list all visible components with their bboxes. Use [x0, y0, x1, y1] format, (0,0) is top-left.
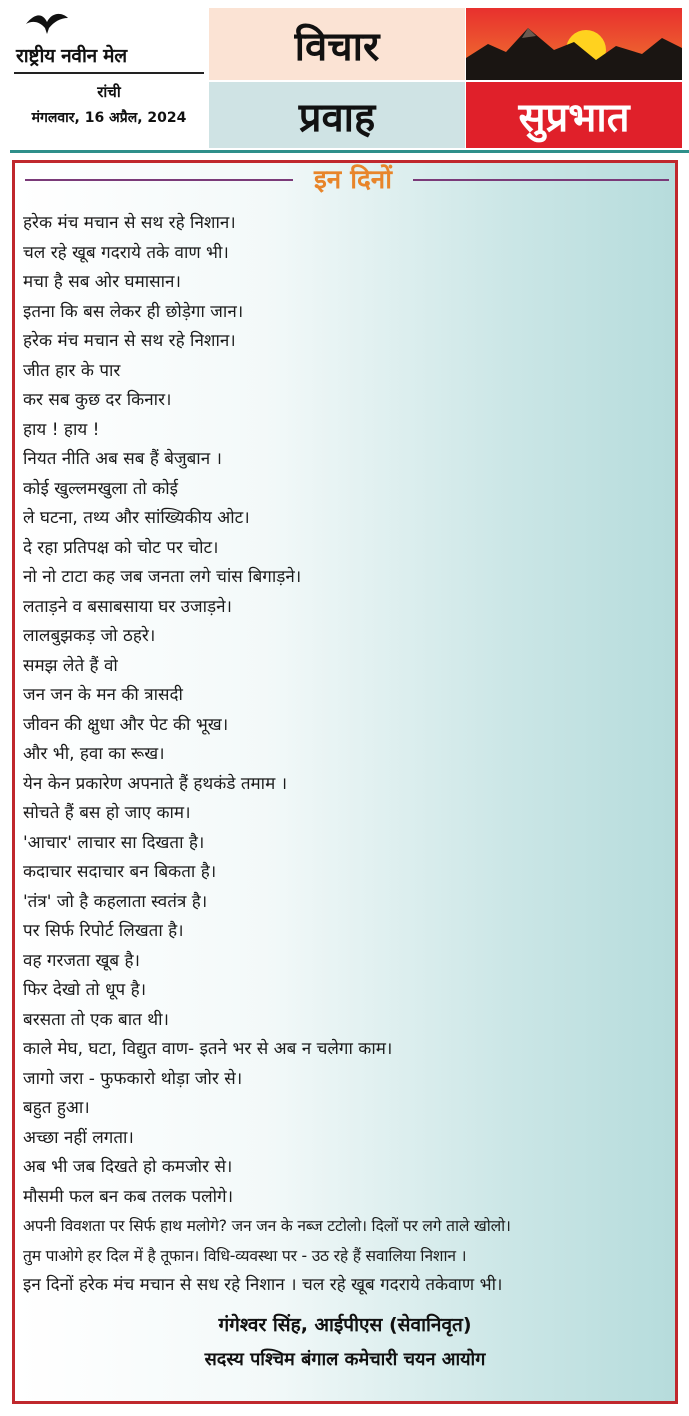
poem-line: अच्छा नहीं लगता। — [23, 1127, 134, 1148]
poem-line: मचा है सब ओर घमासान। — [23, 272, 181, 292]
poem-line: नो नो टाटा कह जब जनता लगे चांस बिगाड़ने। — [23, 567, 302, 587]
masthead — [0, 0, 689, 150]
sunrise-illustration — [466, 8, 682, 80]
poem-body — [23, 209, 673, 1301]
poem-line: बरसता तो एक बात थी। — [23, 1009, 169, 1030]
poem-line: फिर देखो तो धूप है। — [23, 980, 147, 1000]
poem-line: तुम पाओगे हर दिल में है तूफान। विधि-व्यवस्था पर - उठ रहे हैं सवालिया निशान । — [23, 1246, 467, 1265]
flying-bird-icon — [24, 10, 70, 38]
poem-line: येन केन प्रकारेण अपनाते हैं हथकंडे तमाम । — [23, 773, 288, 794]
edition-date: मंगलवार, 16 अप्रैल, 2024 — [31, 110, 187, 126]
newspaper-name: राष्ट्रीय नवीन मेल — [16, 45, 127, 67]
poem-line: कदाचार सदाचार बन बिकता है। — [23, 862, 217, 882]
poem-line: मौसमी फल बन कब तलक पलोगे। — [23, 1186, 234, 1207]
poem-line: बहुत हुआ। — [23, 1098, 90, 1118]
column-title-top: विचार — [209, 8, 465, 80]
masthead-divider — [10, 150, 689, 153]
newspaper-info — [14, 8, 206, 133]
author-designation: सदस्य पश्चिम बंगाल कमेचारी चयन आयोग — [204, 1349, 486, 1370]
poem-line: नियत नीति अब सब हैं बेजुबान । — [23, 449, 222, 469]
poem-line: लालबुझकड़ जो ठहरे। — [23, 626, 156, 646]
poem-panel — [12, 160, 678, 1404]
poem-line: वह गरजता खूब है। — [23, 950, 141, 971]
poem-line: जीत हार के पार — [23, 360, 121, 381]
poem-line: 'आचार' लाचार सा दिखता है। — [23, 832, 205, 853]
poem-line: पर सिर्फ रिपोर्ट लिखता है। — [23, 921, 184, 941]
title-rule-right — [413, 179, 669, 181]
poem-line: जागो जरा - फुफकारो थोड़ा जोर से। — [23, 1068, 243, 1089]
edition-city: रांची — [97, 83, 121, 101]
poem-line: और भी, हवा का रूख। — [23, 744, 165, 764]
poem-line: सोचते हैं बस हो जाए काम। — [23, 803, 191, 823]
poem-line: हाय ! हाय ! — [23, 419, 100, 440]
poem-line: जीवन की क्षुधा और पेट की भूख। — [23, 714, 229, 735]
poem-line: इन दिनों हरेक मंच मचान से सध रहे निशान । चल रहे खूब गदराये तकेवाण भी। — [23, 1275, 503, 1295]
poem-line: समझ लेते हैं वो — [23, 655, 118, 676]
poem-line: अपनी विवशता पर सिर्फ हाथ मलोगे? जन जन के नब्ज टटोलो। दिलों पर लगे ताले खोलो। — [23, 1217, 511, 1235]
poem-line: दे रहा प्रतिपक्ष को चोट पर चोट। — [23, 537, 219, 558]
poem-line: चल रहे खूब गदराये तके वाण भी। — [23, 242, 229, 263]
poem-line: कोई खुल्लमखुला तो कोई — [23, 478, 179, 499]
poem-line: हरेक मंच मचान से सथ रहे निशान। — [23, 331, 236, 351]
poem-line: ले घटना, तथ्य और सांख्यिकीय ओट। — [23, 508, 250, 528]
poem-line: अब भी जब दिखते हो कमजोर से। — [23, 1157, 233, 1177]
poem-line: लताड़ने व बसाबसाया घर उजाड़ने। — [23, 596, 232, 617]
poem-line: काले मेघ, घटा, विद्युत वाण- इतने भर से अब न चलेगा काम। — [23, 1039, 393, 1059]
column-title-bottom: प्रवाह — [209, 82, 465, 148]
poem-line: हरेक मंच मचान से सथ रहे निशान। — [23, 213, 236, 233]
poem-line: कर सब कुछ दर किनार। — [23, 390, 172, 410]
divider — [14, 72, 204, 74]
brand-title: सुप्रभात — [466, 82, 682, 148]
author-name: गंगेश्वर सिंह, आईपीएस (सेवानिवृत) — [218, 1314, 472, 1336]
poem-line: जन जन के मन की त्रासदी — [23, 685, 183, 705]
title-rule-left — [25, 179, 293, 181]
poem-line: इतना कि बस लेकर ही छोड़ेगा जान। — [23, 301, 244, 322]
poem-title: इन दिनों — [314, 165, 392, 195]
poem-line: 'तंत्र' जो है कहलाता स्वतंत्र है। — [23, 891, 208, 912]
